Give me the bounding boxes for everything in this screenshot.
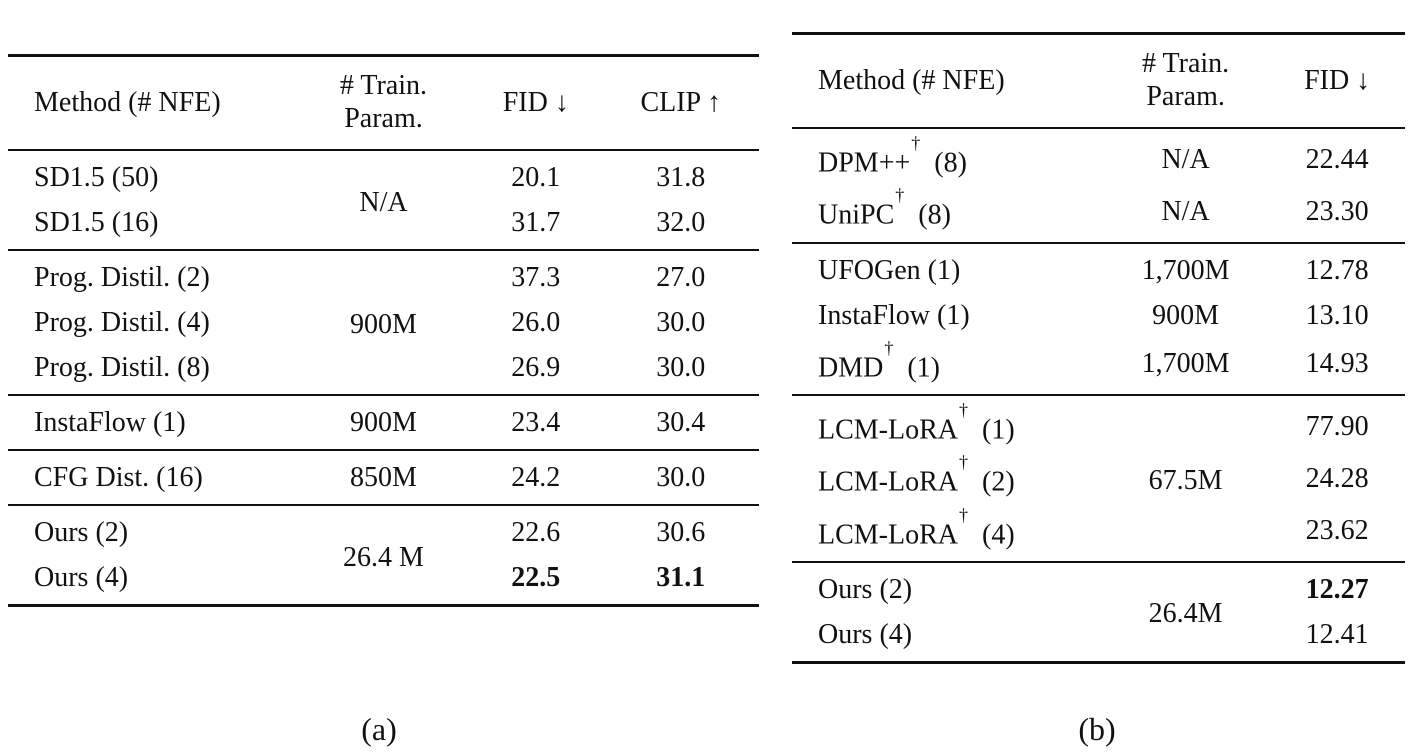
table-b-group-one-step [792,243,1405,395]
header-train-params-line1: # Train. [1142,48,1230,79]
table-row [792,452,1405,504]
fid-cell: 37.3 [511,262,561,293]
table-row [792,185,1405,242]
param-cell: N/A [1161,195,1210,227]
header-train-params-line2: Param. [1146,81,1225,112]
clip-cell: 30.0 [656,462,706,493]
method-cell: Ours (2) [34,517,129,548]
dagger-mark: † [959,399,968,420]
param-cell: N/A [1161,143,1210,175]
param-cell: N/A [359,186,408,218]
header-train-params-line1: # Train. [339,70,428,101]
table-row [792,128,1405,185]
results-table-b [792,32,1405,664]
table-a-group-prog-distil [8,250,759,395]
header-fid: FID ↓ [502,86,569,118]
clip-cell: 30.0 [656,352,706,383]
table-a-group-sd15 [8,150,759,250]
table-a-group-cfg-dist [8,450,759,505]
header-fid: FID ↓ [1304,64,1371,96]
header-method: Method (# NFE) [818,64,1005,96]
param-cell: 26.4 M [343,541,424,573]
method-cell: InstaFlow (1) [818,299,970,331]
method-cell [792,185,1102,242]
fid-cell: 22.6 [511,517,561,548]
fid-cell: 23.4 [511,407,561,438]
method-cell: SD1.5 (16) [34,207,159,238]
method-cell: Ours (4) [818,618,913,650]
table-a-group-instaflow [8,395,759,450]
method-cell: Prog. Distil. (2) [34,262,210,293]
method-nfe: (2) [982,466,1015,498]
table-row [792,612,1405,663]
table-row [792,562,1405,612]
fid-cell: 26.9 [511,352,561,383]
method-cell [792,128,1102,185]
results-table-a [8,54,759,607]
table-b-group-lcm-lora [792,395,1405,562]
method-cell: Prog. Distil. (8) [34,352,210,383]
dagger-mark: † [884,337,894,358]
fid-cell: 20.1 [511,162,561,193]
method-name: UniPC [818,199,895,231]
method-cell [792,395,1102,452]
fid-cell: 14.93 [1305,348,1369,380]
clip-cell-best: 31.1 [656,562,706,593]
dagger-mark: † [911,133,921,153]
param-cell: 850M [350,462,417,493]
param-cell: 1,700M [1141,254,1230,286]
clip-cell: 31.8 [656,162,706,193]
table-row [8,250,759,300]
fid-cell: 24.2 [511,462,561,493]
fid-cell: 77.90 [1305,410,1369,442]
table-a-header-row [8,56,759,151]
param-cell: 67.5M [1148,464,1223,496]
clip-cell: 32.0 [656,207,706,238]
dagger-mark: † [959,452,968,473]
method-nfe: (8) [934,147,967,179]
fid-cell: 23.30 [1305,195,1369,227]
fid-cell: 26.0 [511,307,561,338]
header-train-params-line2: Param. [344,103,423,134]
method-name: LCM-LoRA [818,518,958,550]
dagger-mark: † [895,185,905,206]
table-b-group-ours [792,562,1405,663]
method-cell: CFG Dist. (16) [34,462,203,493]
clip-cell: 27.0 [656,262,706,293]
table-row [8,150,759,200]
table-row [792,505,1405,562]
method-cell [792,505,1102,562]
table-b [792,32,1405,664]
param-cell: 1,700M [1141,348,1230,380]
table-a-group-ours [8,505,759,606]
clip-cell: 30.4 [656,407,706,438]
method-nfe: (8) [918,199,951,231]
method-name: LCM-LoRA [818,466,958,498]
header-method: Method (# NFE) [34,86,221,118]
method-cell: UFOGen (1) [818,254,961,286]
param-cell: 26.4M [1148,598,1223,630]
fid-cell: 24.28 [1305,462,1369,494]
fid-cell: 31.7 [511,207,561,238]
table-row [792,243,1405,293]
fid-cell: 22.44 [1305,143,1369,175]
dagger-mark: † [959,504,968,525]
method-cell [792,452,1102,504]
header-train-params [1102,34,1269,129]
method-cell: Prog. Distil. (4) [34,307,210,338]
method-name: DMD [818,351,884,383]
table-row [8,395,759,450]
caption-b: (b) [1078,711,1116,747]
table-row [8,505,759,555]
method-cell: Ours (2) [818,573,913,605]
param-cell: 900M [350,407,417,438]
table-row [792,338,1405,395]
table-row [792,293,1405,338]
fid-cell: 12.78 [1305,254,1369,286]
method-nfe: (1) [982,414,1015,446]
caption-a: (a) [361,711,397,747]
table-b-header-row [792,34,1405,129]
method-nfe: (4) [982,518,1015,550]
method-cell [792,338,1102,395]
table-row [8,450,759,505]
method-cell: InstaFlow (1) [34,407,186,438]
fid-cell-best: 12.27 [1305,573,1369,605]
fid-cell: 23.62 [1305,515,1369,547]
fid-cell-best: 22.5 [511,562,561,593]
clip-cell: 30.0 [656,307,706,338]
method-nfe: (1) [907,351,940,383]
method-name: DPM++ [818,147,911,179]
table-row [792,395,1405,452]
method-name: LCM-LoRA [818,414,958,446]
param-cell: 900M [350,309,417,340]
method-cell: SD1.5 (50) [34,162,159,193]
fid-cell: 13.10 [1305,299,1369,331]
header-train-params [298,56,469,151]
method-cell: Ours (4) [34,562,129,593]
header-clip: CLIP ↑ [640,86,722,118]
param-cell: 900M [1152,299,1220,331]
table-b-group-solvers [792,128,1405,243]
table-a [8,54,759,607]
clip-cell: 30.6 [656,517,706,548]
fid-cell: 12.41 [1305,618,1369,650]
